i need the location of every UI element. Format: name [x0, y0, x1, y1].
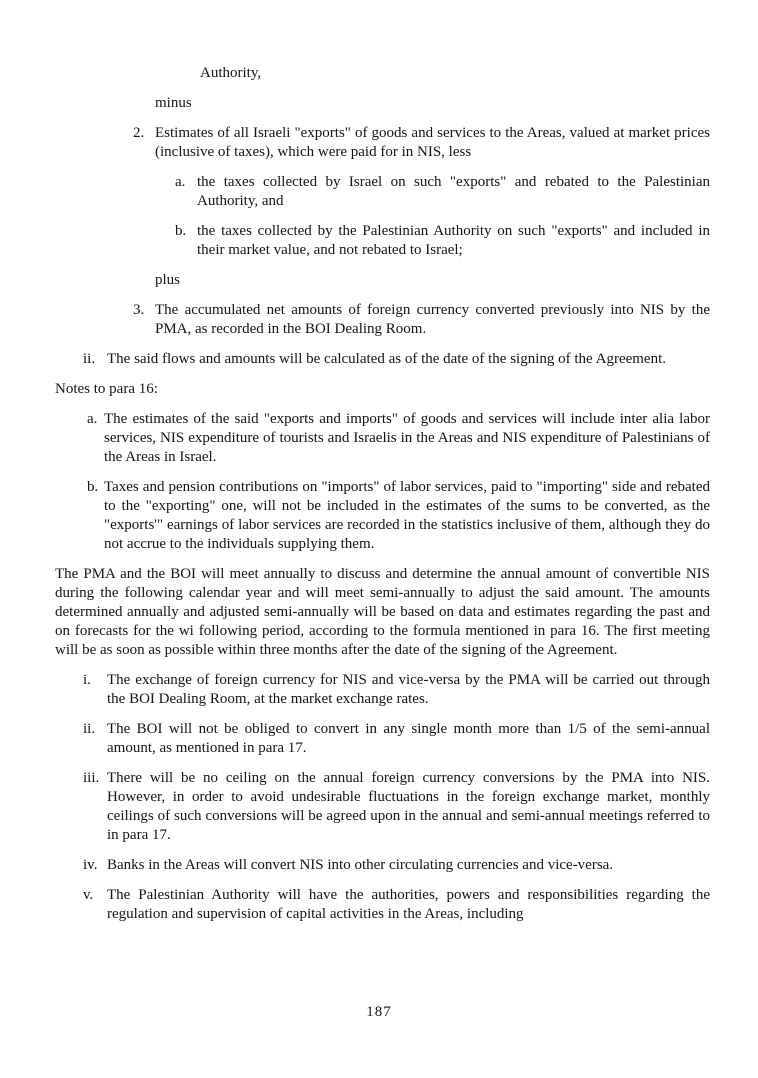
list-marker: b. — [87, 479, 99, 495]
list-marker: a. — [87, 411, 98, 427]
paragraph-text: The accumulated net amounts of foreign currency converted previously into NIS by the PMA, as recorded in the BOI Dealing Room. — [155, 302, 710, 337]
list-marker: iv. — [83, 857, 98, 873]
paragraph-text: The exchange of foreign currency for NIS and vice-versa by the PMA will be carried out through the BOI Dealing Room, at the market exchange rates. — [107, 672, 710, 707]
list-marker: ii. — [83, 721, 96, 737]
paragraph-text: The said flows and amounts will be calculated as of the date of the signing of the Agreement. — [107, 351, 667, 367]
note-a — [87, 410, 710, 467]
list-marker: v. — [83, 887, 94, 903]
item-iii — [83, 769, 710, 845]
list-marker: ii. — [83, 351, 96, 367]
list-marker: a. — [175, 174, 186, 190]
notes-heading — [55, 380, 710, 399]
paragraph-text: There will be no ceiling on the annual foreign currency conversions by the PMA into NIS. However, in order to avoid undesirable fluctuations in the foreign exchange market, monthly ceilings of such conversions will be agreed upon in the annual and semi-annual meetings referred to in para 17. — [107, 770, 710, 843]
paragraph-text: The BOI will not be obliged to convert in any single month more than 1/5 of the semi-annual amount, as mentioned in para 17. — [107, 721, 710, 756]
list-marker: iii. — [83, 770, 100, 786]
item-i — [83, 671, 710, 709]
paragraph-text: minus — [155, 95, 192, 111]
paragraph-text: the taxes collected by the Palestinian Authority on such "exports" and included in their market value, and not rebated to Israel; — [197, 223, 710, 258]
paragraph-text: The estimates of the said "exports and imports" of goods and services will include inter alia labor services, NIS expenditure of tourists and Israelis in the Areas and NIS expenditure of Palestinians of the Areas in Israel. — [104, 411, 710, 465]
paragraph-text: Banks in the Areas will convert NIS into other circulating currencies and vice-versa. — [107, 857, 614, 873]
paragraph-text: The PMA and the BOI will meet annually to discuss and determine the annual amount of convertible NIS during the following calendar year and will meet semi-annually to adjust the said amount. The amounts determined annually and adjusted semi-annually will be based on data and estimates regarding the past and on forecasts for the wi following period, according to the formula mentioned in para 16. The first meeting will be as soon as possible within three months after the date of the signing of the Agreement. — [55, 566, 710, 658]
continuation-line-authority — [200, 64, 710, 83]
paragraph-text: plus — [155, 272, 181, 288]
list-marker: 2. — [133, 125, 145, 141]
sub-item-b — [175, 222, 710, 260]
item-v — [83, 886, 710, 924]
item-iv — [83, 856, 710, 875]
list-item-3 — [133, 301, 710, 339]
list-marker: b. — [175, 223, 187, 239]
note-b — [87, 478, 710, 554]
list-marker: 3. — [133, 302, 145, 318]
sub-item-a — [175, 173, 710, 211]
paragraph-text: Taxes and pension contributions on "imports" of labor services, paid to "importing" side and rebated to the "exporting" one, will not be included in the estimates of the sums to be converted, as the "exports'" earnings of labor services are recorded in the statistics inclusive of them, although they do not accrue to the individuals supplying them. — [104, 479, 710, 552]
paragraph-text: the taxes collected by Israel on such "exports" and rebated to the Palestinian Authority, and — [197, 174, 710, 209]
page-number: 187 — [366, 1004, 392, 1020]
clause-ii — [83, 350, 710, 369]
list-marker: i. — [83, 672, 91, 688]
paragraph-text: The Palestinian Authority will have the authorities, powers and responsibilities regarding the regulation and supervision of capital activities in the Areas, including — [107, 887, 710, 922]
body-paragraph — [55, 565, 710, 660]
paragraph-text: Estimates of all Israeli "exports" of goods and services to the Areas, valued at market prices (inclusive of taxes), which were paid for in NIS, less — [155, 125, 710, 160]
paragraph-text: Notes to para 16: — [55, 381, 158, 397]
connector-minus — [155, 94, 710, 113]
paragraph-text: Authority, — [200, 65, 262, 81]
list-item-2 — [133, 124, 710, 162]
item-ii — [83, 720, 710, 758]
connector-plus — [155, 271, 710, 290]
